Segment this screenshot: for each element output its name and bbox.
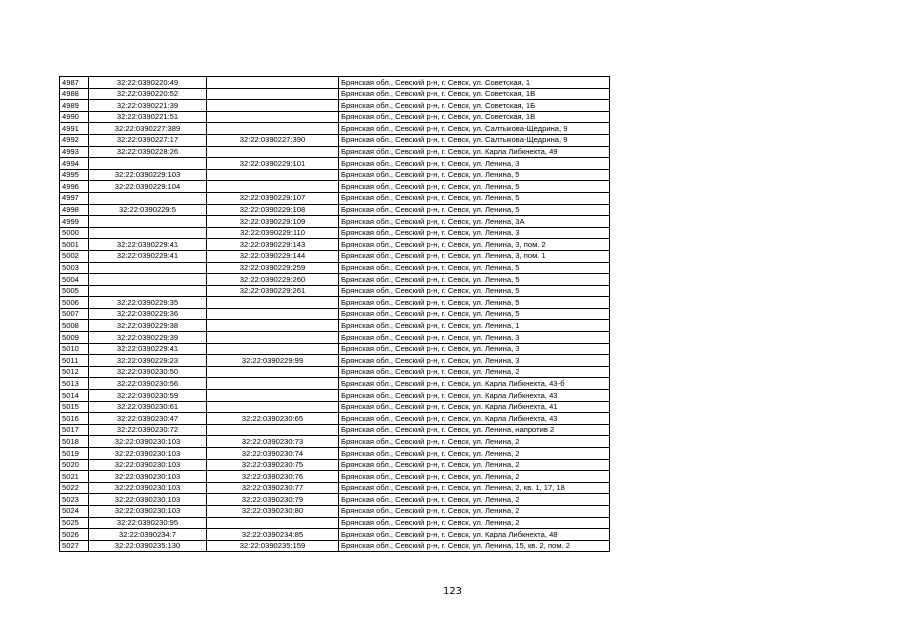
row-number-cell: 5009 — [60, 332, 89, 344]
address-cell: Брянская обл., Севский р-н, г. Севск, ул. Ленина, 2, кв. 1, 17, 18 — [339, 482, 610, 494]
table-row — [60, 77, 610, 89]
table-row — [60, 111, 610, 123]
address-cell: Брянская обл., Севский р-н, г. Севск, ул. Карла Либкнехта, 43 — [339, 413, 610, 425]
table-row — [60, 123, 610, 135]
cadastral-number-cell: 32:22:0390230:47 — [89, 413, 207, 425]
address-cell: Брянская обл., Севский р-н, г. Севск, ул. Ленина, 5 — [339, 192, 610, 204]
row-number-cell: 4996 — [60, 181, 89, 193]
table-row — [60, 274, 610, 286]
cadastral-number-cell: 32:22:0390230:72 — [89, 424, 207, 436]
address-cell: Брянская обл., Севский р-н, г. Севск, ул. Карла Либкнехта, 48 — [339, 529, 610, 541]
address-cell: Брянская обл., Севский р-н, г. Севск, ул. Ленина, напротив 2 — [339, 424, 610, 436]
address-cell: Брянская обл., Севский р-н, г. Севск, ул. Ленина, 5 — [339, 204, 610, 216]
table-row — [60, 424, 610, 436]
cadastral-number-cell — [89, 262, 207, 274]
row-number-cell: 5012 — [60, 366, 89, 378]
cadastral-number-cell: 32:22:0390221:39 — [89, 100, 207, 112]
related-cadastral-number-cell — [207, 169, 339, 181]
table-row — [60, 482, 610, 494]
row-number-cell: 5024 — [60, 505, 89, 517]
row-number-cell: 5017 — [60, 424, 89, 436]
related-cadastral-number-cell — [207, 88, 339, 100]
related-cadastral-number-cell: 32:22:0390229:144 — [207, 250, 339, 262]
address-cell: Брянская обл., Севский р-н, г. Севск, ул. Ленина, 3А — [339, 216, 610, 228]
address-cell: Брянская обл., Севский р-н, г. Севск, ул. Ленина, 5 — [339, 181, 610, 193]
related-cadastral-number-cell: 32:22:0390230:65 — [207, 413, 339, 425]
table-row — [60, 332, 610, 344]
address-cell: Брянская обл., Севский р-н, г. Севск, ул. Ленина, 3 — [339, 332, 610, 344]
table-row — [60, 505, 610, 517]
row-number-cell: 5013 — [60, 378, 89, 390]
cadastral-number-cell: 32:22:0390229:103 — [89, 169, 207, 181]
row-number-cell: 5005 — [60, 285, 89, 297]
address-cell: Брянская обл., Севский р-н, г. Севск, ул. Ленина, 2 — [339, 436, 610, 448]
address-cell: Брянская обл., Севский р-н, г. Севск, ул. Ленина, 2 — [339, 505, 610, 517]
cadastral-number-cell: 32:22:0390228:26 — [89, 146, 207, 158]
row-number-cell: 4994 — [60, 158, 89, 170]
related-cadastral-number-cell — [207, 111, 339, 123]
row-number-cell: 5004 — [60, 274, 89, 286]
table-body — [60, 77, 610, 552]
address-cell: Брянская обл., Севский р-н, г. Севск, ул. Ленина, 2 — [339, 494, 610, 506]
table-row — [60, 146, 610, 158]
cadastral-number-cell: 32:22:0390230:103 — [89, 471, 207, 483]
table-row — [60, 517, 610, 529]
related-cadastral-number-cell: 32:22:0390235:159 — [207, 540, 339, 552]
cadastral-number-cell — [89, 192, 207, 204]
cadastral-number-cell: 32:22:0390229:41 — [89, 343, 207, 355]
table-row — [60, 355, 610, 367]
table-row — [60, 181, 610, 193]
row-number-cell: 4993 — [60, 146, 89, 158]
related-cadastral-number-cell — [207, 424, 339, 436]
row-number-cell: 5025 — [60, 517, 89, 529]
table-row — [60, 413, 610, 425]
cadastral-number-cell: 32:22:0390230:103 — [89, 436, 207, 448]
related-cadastral-number-cell: 32:22:0390230:76 — [207, 471, 339, 483]
cadastral-number-cell: 32:22:0390229:104 — [89, 181, 207, 193]
cadastral-number-cell: 32:22:0390227:17 — [89, 134, 207, 146]
row-number-cell: 5023 — [60, 494, 89, 506]
cadastral-number-cell: 32:22:0390230:103 — [89, 505, 207, 517]
cadastral-number-cell: 32:22:0390230:103 — [89, 494, 207, 506]
cadastral-number-cell: 32:22:0390229:39 — [89, 332, 207, 344]
table-row — [60, 285, 610, 297]
address-cell: Брянская обл., Севский р-н, г. Севск, ул. Ленина, 3 — [339, 158, 610, 170]
row-number-cell: 5021 — [60, 471, 89, 483]
row-number-cell: 4988 — [60, 88, 89, 100]
row-number-cell: 5003 — [60, 262, 89, 274]
table-row — [60, 192, 610, 204]
related-cadastral-number-cell — [207, 297, 339, 309]
row-number-cell: 5011 — [60, 355, 89, 367]
related-cadastral-number-cell — [207, 123, 339, 135]
table-row — [60, 343, 610, 355]
row-number-cell: 5001 — [60, 239, 89, 251]
row-number-cell: 5002 — [60, 250, 89, 262]
row-number-cell: 5020 — [60, 459, 89, 471]
related-cadastral-number-cell — [207, 401, 339, 413]
table-row — [60, 366, 610, 378]
cadastral-number-cell: 32:22:0390234:7 — [89, 529, 207, 541]
address-cell: Брянская обл., Севский р-н, г. Севск, ул. Ленина, 2 — [339, 471, 610, 483]
row-number-cell: 5018 — [60, 436, 89, 448]
address-cell: Брянская обл., Севский р-н, г. Севск, ул. Карла Либкнехта, 43-б — [339, 378, 610, 390]
row-number-cell: 4995 — [60, 169, 89, 181]
page-number: 123 — [442, 586, 463, 597]
table-row — [60, 158, 610, 170]
address-cell: Брянская обл., Севский р-н, г. Севск, ул. Ленина, 2 — [339, 459, 610, 471]
row-number-cell: 5026 — [60, 529, 89, 541]
cadastral-number-cell: 32:22:0390229:5 — [89, 204, 207, 216]
table-row — [60, 204, 610, 216]
table-row — [60, 239, 610, 251]
address-cell: Брянская обл., Севский р-н, г. Севск, ул. Карла Либкнехта, 49 — [339, 146, 610, 158]
address-cell: Брянская обл., Севский р-н, г. Севск, ул. Ленина, 3, пом. 2 — [339, 239, 610, 251]
cadastral-number-cell: 32:22:0390230:59 — [89, 390, 207, 402]
cadastral-table — [59, 76, 610, 552]
address-cell: Брянская обл., Севский р-н, г. Севск, ул. Салтыкова-Щедрина, 9 — [339, 123, 610, 135]
address-cell: Брянская обл., Севский р-н, г. Севск, ул. Ленина, 5 — [339, 262, 610, 274]
address-cell: Брянская обл., Севский р-н, г. Севск, ул. Советская, 1В — [339, 88, 610, 100]
address-cell: Брянская обл., Севский р-н, г. Севск, ул. Ленина, 15, кв. 2, пом. 2 — [339, 540, 610, 552]
related-cadastral-number-cell: 32:22:0390229:109 — [207, 216, 339, 228]
address-cell: Брянская обл., Севский р-н, г. Севск, ул. Ленина, 3 — [339, 227, 610, 239]
table-row — [60, 436, 610, 448]
row-number-cell: 5007 — [60, 308, 89, 320]
table-row — [60, 378, 610, 390]
address-cell: Брянская обл., Севский р-н, г. Севск, ул. Ленина, 5 — [339, 285, 610, 297]
table-row — [60, 390, 610, 402]
cadastral-number-cell: 32:22:0390229:41 — [89, 239, 207, 251]
address-cell: Брянская обл., Севский р-н, г. Севск, ул. Ленина, 5 — [339, 297, 610, 309]
related-cadastral-number-cell — [207, 343, 339, 355]
table-row — [60, 471, 610, 483]
related-cadastral-number-cell: 32:22:0390229:110 — [207, 227, 339, 239]
row-number-cell: 4991 — [60, 123, 89, 135]
related-cadastral-number-cell: 32:22:0390230:77 — [207, 482, 339, 494]
address-cell: Брянская обл., Севский р-н, г. Севск, ул. Ленина, 1 — [339, 320, 610, 332]
related-cadastral-number-cell: 32:22:0390234:85 — [207, 529, 339, 541]
address-cell: Брянская обл., Севский р-н, г. Севск, ул. Салтыкова-Щедрина, 9 — [339, 134, 610, 146]
related-cadastral-number-cell: 32:22:0390229:261 — [207, 285, 339, 297]
related-cadastral-number-cell — [207, 100, 339, 112]
address-cell: Брянская обл., Севский р-н, г. Севск, ул. Карла Либкнехта, 41 — [339, 401, 610, 413]
row-number-cell: 5014 — [60, 390, 89, 402]
related-cadastral-number-cell: 32:22:0390229:99 — [207, 355, 339, 367]
address-cell: Брянская обл., Севский р-н, г. Севск, ул. Ленина, 2 — [339, 366, 610, 378]
address-cell: Брянская обл., Севский р-н, г. Севск, ул. Советская, 1 — [339, 77, 610, 89]
row-number-cell: 5008 — [60, 320, 89, 332]
related-cadastral-number-cell — [207, 308, 339, 320]
related-cadastral-number-cell — [207, 390, 339, 402]
cadastral-number-cell: 32:22:0390230:103 — [89, 459, 207, 471]
related-cadastral-number-cell: 32:22:0390229:260 — [207, 274, 339, 286]
cadastral-number-cell: 32:22:0390229:35 — [89, 297, 207, 309]
table-row — [60, 227, 610, 239]
cadastral-number-cell: 32:22:0390229:23 — [89, 355, 207, 367]
address-cell: Брянская обл., Севский р-н, г. Севск, ул. Ленина, 2 — [339, 517, 610, 529]
cadastral-number-cell: 32:22:0390220:52 — [89, 88, 207, 100]
row-number-cell: 4990 — [60, 111, 89, 123]
related-cadastral-number-cell: 32:22:0390229:143 — [207, 239, 339, 251]
table-row — [60, 169, 610, 181]
row-number-cell: 5015 — [60, 401, 89, 413]
table-row — [60, 216, 610, 228]
address-cell: Брянская обл., Севский р-н, г. Севск, ул. Ленина, 3, пом. 1 — [339, 250, 610, 262]
related-cadastral-number-cell — [207, 366, 339, 378]
table-row — [60, 529, 610, 541]
table-row — [60, 88, 610, 100]
table-row — [60, 459, 610, 471]
row-number-cell: 4989 — [60, 100, 89, 112]
cadastral-number-cell: 32:22:0390230:50 — [89, 366, 207, 378]
address-cell: Брянская обл., Севский р-н, г. Севск, ул. Ленина, 5 — [339, 169, 610, 181]
row-number-cell: 5010 — [60, 343, 89, 355]
row-number-cell: 5019 — [60, 448, 89, 460]
address-cell: Брянская обл., Севский р-н, г. Севск, ул. Ленина, 2 — [339, 448, 610, 460]
row-number-cell: 5016 — [60, 413, 89, 425]
row-number-cell: 4992 — [60, 134, 89, 146]
cadastral-number-cell: 32:22:0390230:61 — [89, 401, 207, 413]
address-cell: Брянская обл., Севский р-н, г. Севск, ул. Ленина, 5 — [339, 274, 610, 286]
related-cadastral-number-cell: 32:22:0390230:74 — [207, 448, 339, 460]
row-number-cell: 4998 — [60, 204, 89, 216]
row-number-cell: 5000 — [60, 227, 89, 239]
related-cadastral-number-cell: 32:22:0390229:108 — [207, 204, 339, 216]
related-cadastral-number-cell: 32:22:0390229:259 — [207, 262, 339, 274]
row-number-cell: 5027 — [60, 540, 89, 552]
cadastral-number-cell: 32:22:0390229:38 — [89, 320, 207, 332]
table-row — [60, 494, 610, 506]
table-row — [60, 401, 610, 413]
cadastral-number-cell: 32:22:0390227:389 — [89, 123, 207, 135]
address-cell: Брянская обл., Севский р-н, г. Севск, ул. Ленина, 5 — [339, 308, 610, 320]
table-row — [60, 308, 610, 320]
table-row — [60, 448, 610, 460]
cadastral-number-cell: 32:22:0390230:95 — [89, 517, 207, 529]
related-cadastral-number-cell — [207, 146, 339, 158]
related-cadastral-number-cell — [207, 378, 339, 390]
cadastral-number-cell — [89, 274, 207, 286]
cadastral-number-cell: 32:22:0390229:41 — [89, 250, 207, 262]
table-row — [60, 100, 610, 112]
row-number-cell: 4997 — [60, 192, 89, 204]
table-row — [60, 320, 610, 332]
cadastral-number-cell: 32:22:0390230:56 — [89, 378, 207, 390]
related-cadastral-number-cell: 32:22:0390229:101 — [207, 158, 339, 170]
address-cell: Брянская обл., Севский р-н, г. Севск, ул. Советская, 1В — [339, 111, 610, 123]
address-cell: Брянская обл., Севский р-н, г. Севск, ул. Карла Либкнехта, 43 — [339, 390, 610, 402]
row-number-cell: 4987 — [60, 77, 89, 89]
related-cadastral-number-cell: 32:22:0390230:73 — [207, 436, 339, 448]
cadastral-number-cell — [89, 216, 207, 228]
related-cadastral-number-cell — [207, 77, 339, 89]
row-number-cell: 5006 — [60, 297, 89, 309]
cadastral-number-cell — [89, 158, 207, 170]
table-row — [60, 250, 610, 262]
related-cadastral-number-cell: 32:22:0390230:80 — [207, 505, 339, 517]
cadastral-number-cell: 32:22:0390221:51 — [89, 111, 207, 123]
related-cadastral-number-cell — [207, 181, 339, 193]
address-cell: Брянская обл., Севский р-н, г. Севск, ул. Советская, 1Б — [339, 100, 610, 112]
row-number-cell: 5022 — [60, 482, 89, 494]
table-row — [60, 134, 610, 146]
related-cadastral-number-cell: 32:22:0390227:390 — [207, 134, 339, 146]
cadastral-number-cell: 32:22:0390230:103 — [89, 482, 207, 494]
cadastral-number-cell — [89, 285, 207, 297]
related-cadastral-number-cell: 32:22:0390230:75 — [207, 459, 339, 471]
related-cadastral-number-cell: 32:22:0390229:107 — [207, 192, 339, 204]
cadastral-number-cell: 32:22:0390220:49 — [89, 77, 207, 89]
table-row — [60, 297, 610, 309]
address-cell: Брянская обл., Севский р-н, г. Севск, ул. Ленина, 3 — [339, 343, 610, 355]
related-cadastral-number-cell — [207, 320, 339, 332]
cadastral-number-cell: 32:22:0390229:36 — [89, 308, 207, 320]
table-row — [60, 540, 610, 552]
related-cadastral-number-cell — [207, 332, 339, 344]
row-number-cell: 4999 — [60, 216, 89, 228]
related-cadastral-number-cell — [207, 517, 339, 529]
table-row — [60, 262, 610, 274]
related-cadastral-number-cell: 32:22:0390230:79 — [207, 494, 339, 506]
cadastral-number-cell: 32:22:0390235:130 — [89, 540, 207, 552]
address-cell: Брянская обл., Севский р-н, г. Севск, ул. Ленина, 3 — [339, 355, 610, 367]
cadastral-number-cell: 32:22:0390230:103 — [89, 448, 207, 460]
cadastral-number-cell — [89, 227, 207, 239]
